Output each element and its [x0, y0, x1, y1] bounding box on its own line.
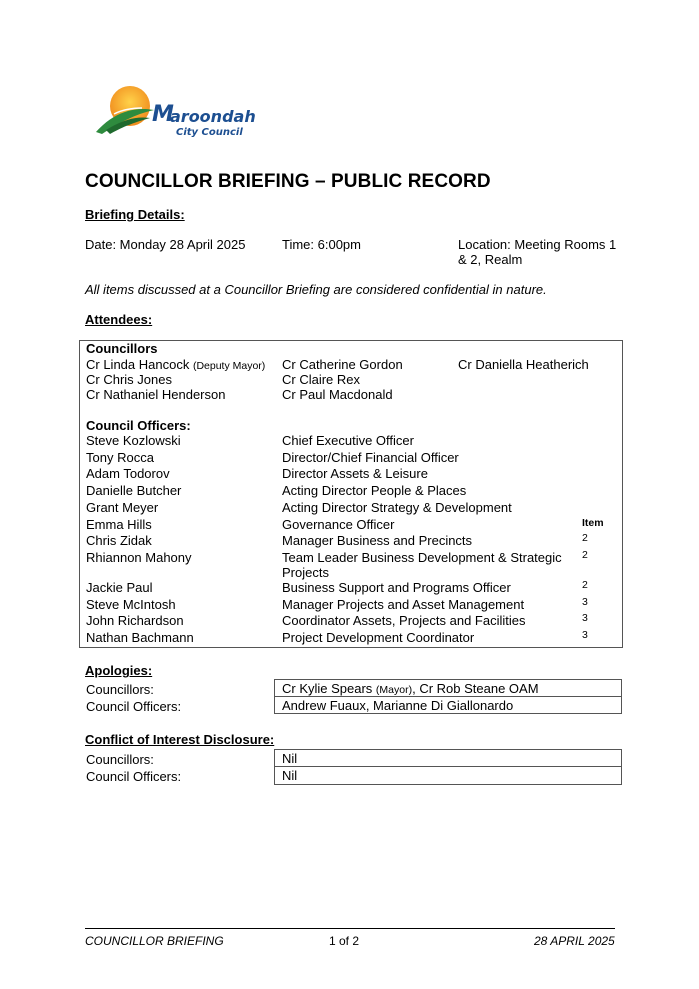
officer-item: 2: [582, 579, 588, 591]
officer-role: Acting Director People & Places: [282, 483, 467, 498]
footer-divider: [85, 928, 615, 929]
logo-main-text: aroondah: [170, 107, 256, 126]
officer-name: Steve McIntosh: [86, 597, 176, 612]
apologies-officers-box: [274, 696, 622, 714]
councillors-heading: Councillors: [86, 341, 158, 356]
conflict-councillors-value: Nil: [282, 751, 298, 766]
conflict-councillors-box: [274, 749, 622, 767]
apology-name: , Cr Rob Steane OAM: [412, 681, 539, 696]
briefing-location-line2: & 2, Realm: [458, 252, 523, 267]
councillor-name: Cr Linda Hancock: [86, 357, 190, 372]
councillor-catherine-gordon: Cr Catherine Gordon: [282, 357, 403, 372]
conflict-officers-box: [274, 766, 622, 785]
briefing-time: Time: 6:00pm: [282, 237, 361, 252]
officer-name: Rhiannon Mahony: [86, 550, 192, 565]
attendees-heading: Attendees:: [85, 312, 153, 327]
briefing-date: Date: Monday 28 April 2025: [85, 237, 246, 252]
apologies-officers-value: Andrew Fuaux, Marianne Di Giallonardo: [282, 698, 514, 713]
councillor-claire-rex: Cr Claire Rex: [282, 372, 361, 387]
briefing-details-heading: Briefing Details:: [85, 207, 185, 222]
apologies-heading: Apologies:: [85, 663, 153, 678]
apologies-councillors-box: [274, 679, 622, 697]
officer-role: Team Leader Business Development & Strategic: [282, 550, 562, 565]
conflict-heading: Conflict of Interest Disclosure:: [85, 732, 275, 747]
councillor-paul-macdonald: Cr Paul Macdonald: [282, 387, 393, 402]
item-column-header: Item: [582, 517, 604, 529]
conflict-officers-label: Council Officers:: [86, 769, 182, 784]
apologies-officers-label: Council Officers:: [86, 699, 182, 714]
officer-item: 2: [582, 549, 588, 561]
conflict-councillors-label: Councillors:: [86, 752, 154, 767]
councillor-role: (Deputy Mayor): [192, 360, 266, 372]
officer-item: 3: [582, 612, 588, 624]
officer-name: Chris Zidak: [86, 533, 152, 548]
council-officers-heading: Council Officers:: [86, 418, 191, 433]
councillor-nathaniel-henderson: Cr Nathaniel Henderson: [86, 387, 226, 402]
apology-role: (Mayor): [375, 684, 413, 696]
officer-role-continued: Projects: [282, 565, 329, 580]
officer-role: Chief Executive Officer: [282, 433, 414, 448]
officer-role: Governance Officer: [282, 517, 395, 532]
footer-left: COUNCILLOR BRIEFING: [85, 934, 224, 948]
officer-name: Grant Meyer: [86, 500, 159, 515]
apologies-councillors-label: Councillors:: [86, 682, 154, 697]
logo-m-letter: M: [152, 102, 174, 127]
page-title: COUNCILLOR BRIEFING – PUBLIC RECORD: [85, 171, 491, 192]
officer-item: 3: [582, 596, 588, 608]
officer-name: John Richardson: [86, 613, 184, 628]
officer-role: Director Assets & Leisure: [282, 466, 428, 481]
officer-name: Adam Todorov: [86, 466, 170, 481]
officer-role: Director/Chief Financial Officer: [282, 450, 459, 465]
officer-name: Emma Hills: [86, 517, 152, 532]
officer-name: Nathan Bachmann: [86, 630, 194, 645]
apology-name: Cr Kylie Spears: [282, 681, 376, 696]
officer-role: Project Development Coordinator: [282, 630, 475, 645]
officer-item: 3: [582, 629, 588, 641]
council-logo: [92, 84, 256, 140]
officer-item: 2: [582, 532, 588, 544]
councillor-daniella-heatherich: Cr Daniella Heatherich: [458, 357, 589, 372]
officer-role: Coordinator Assets, Projects and Facilities: [282, 613, 526, 628]
officer-name: Jackie Paul: [86, 580, 153, 595]
briefing-location-line1: Location: Meeting Rooms 1: [458, 237, 617, 252]
footer-page-number: 1 of 2: [329, 934, 360, 948]
officer-role: Manager Projects and Asset Management: [282, 597, 525, 612]
officer-role: Acting Director Strategy & Development: [282, 500, 512, 515]
logo-sub-text: City Council: [176, 127, 243, 138]
conflict-officers-value: Nil: [282, 768, 298, 783]
officer-name: Tony Rocca: [86, 450, 154, 465]
officer-role: Manager Business and Precincts: [282, 533, 473, 548]
footer-date: 28 APRIL 2025: [534, 934, 615, 948]
confidential-note: All items discussed at a Councillor Briefing are considered confidential in nature.: [85, 282, 547, 297]
officer-name: Danielle Butcher: [86, 483, 182, 498]
councillor-chris-jones: Cr Chris Jones: [86, 372, 172, 387]
officer-name: Steve Kozlowski: [86, 433, 181, 448]
officer-role: Business Support and Programs Officer: [282, 580, 511, 595]
